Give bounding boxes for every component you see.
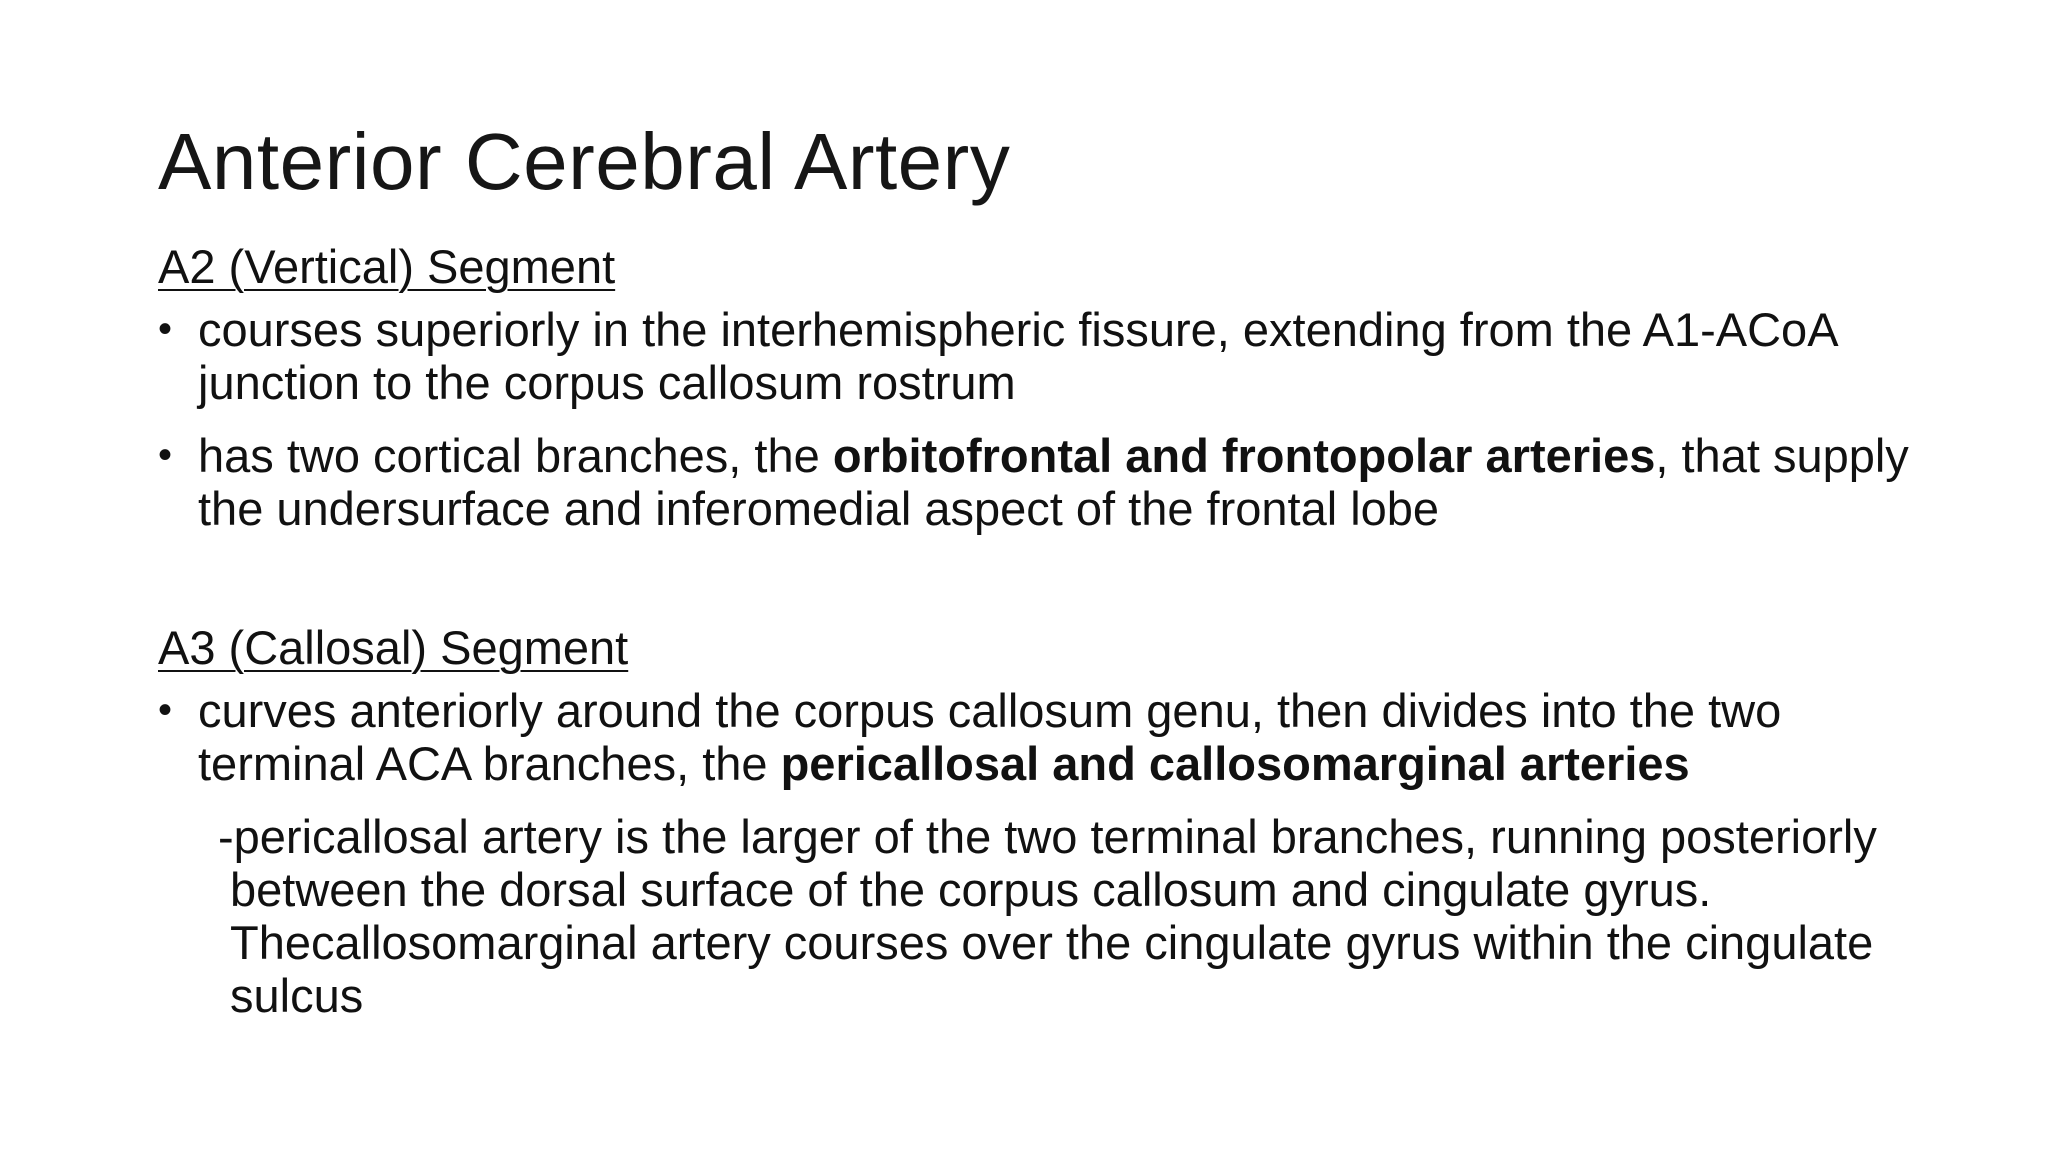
bullet-item [158, 303, 1918, 409]
section-heading-a3: A3 (Callosal) Segment [158, 621, 629, 674]
bullet-list-a3 [158, 684, 1918, 790]
bullet-item [158, 684, 1918, 790]
section-heading-a2: A2 (Vertical) Segment [158, 240, 616, 293]
bullet-item [158, 429, 1918, 535]
bullet-icon: • [158, 307, 173, 351]
section-spacer [158, 555, 1918, 621]
bullet-list-a2 [158, 303, 1918, 535]
bullet-text-bold: orbitofrontal and frontopolar arteries [832, 429, 1656, 482]
bullet-text-bold: pericallosal and callosomarginal arteries [780, 737, 1690, 790]
sub-note: -pericallosal artery is the larger of the two terminal branches, running posteriorly between the dorsal surface of the corpus callosum and cingulate gyrus. Thecallosomarginal artery courses over the cingulate gyrus within the cingulate sulcus [218, 810, 1877, 1022]
bullet-text-start: curves anteriorly around the corpus callosum genu, then divides into the two terminal ACA branches, the [198, 684, 1782, 790]
bullet-text-end: , that supply the undersurface and inferomedial aspect of the frontal lobe [198, 429, 1909, 535]
bullet-text: courses superiorly in the interhemispheric fissure, extending from the A1-ACoA junction to the corpus callosum rostrum [198, 303, 1836, 409]
bullet-icon: • [158, 688, 173, 732]
slide-body [158, 240, 1918, 1022]
bullet-text-start: has two cortical branches, the [198, 429, 833, 482]
slide-title: Anterior Cerebral Artery [158, 117, 1011, 206]
bullet-icon: • [158, 433, 173, 477]
